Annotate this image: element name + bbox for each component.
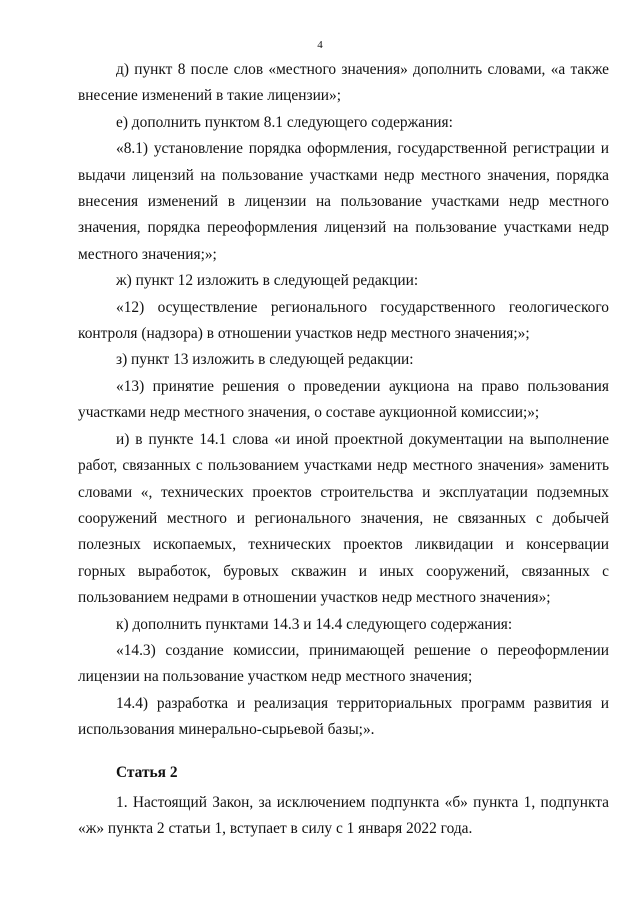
article-1-amendments xyxy=(78,57,609,744)
paragraph-item-8-1: «8.1) установление порядка оформления, государственной регистрации и выдачи лицензий на пользование участками недр местного значения, порядка внесения изменений в лицензии на пользование участками недр местного значения, порядка переоформления лицензий на пользование участками недр местного значения;»; xyxy=(78,140,609,263)
paragraph-item-e: е) дополнить пунктом 8.1 следующего содержания: xyxy=(116,113,453,131)
paragraph-item-12: «12) осуществление регионального государственного геологического контроля (надзора) в отношении участков недр местного значения;»; xyxy=(78,298,609,343)
paragraph-item-i: и) в пункте 14.1 слова «и иной проектной документации на выполнение работ, связанных с пользованием участками недр местного значения» заменить словами «, технических проектов строительства и эксплуатации подземных сооружений местного и регионального значения, не связанных с добычей полезных ископаемых, технических проектов ликвидации и консервации горных выработок, буровых скважин и иных сооружений, связанных с пользованием недрами в отношении участков недр местного значения»; xyxy=(78,430,609,607)
paragraph-item-z: з) пункт 13 изложить в следующей редакции: xyxy=(116,351,414,369)
paragraph-item-14-4: 14.4) разработка и реализация территориальных программ развития и использования минерально-сырьевой базы;». xyxy=(78,694,609,739)
paragraph-item-zh: ж) пункт 12 изложить в следующей редакции: xyxy=(116,272,419,290)
paragraph-item-k: к) дополнить пунктами 14.3 и 14.4 следующего содержания: xyxy=(116,615,513,633)
article-2-paragraph-1: 1. Настоящий Закон, за исключением подпункта «б» пункта 1, подпункта «ж» пункта 2 статьи 1, вступает в силу с 1 января 2022 года. xyxy=(78,794,609,838)
paragraph-item-d: д) пункт 8 после слов «местного значения» дополнить словами, «а также внесение изменений в такие лицензии»; xyxy=(78,61,609,105)
page-number: 4 xyxy=(317,39,323,51)
article-2-section xyxy=(78,756,609,843)
paragraph-item-13: «13) принятие решения о проведении аукциона на право пользования участками недр местного значения, о составе аукционной комиссии;»; xyxy=(78,377,609,422)
article-2-heading: Статья 2 xyxy=(116,764,178,781)
paragraph-item-14-3: «14.3) создание комиссии, принимающей решение о переоформлении лицензии на пользование участком недр местного значения; xyxy=(78,641,609,686)
